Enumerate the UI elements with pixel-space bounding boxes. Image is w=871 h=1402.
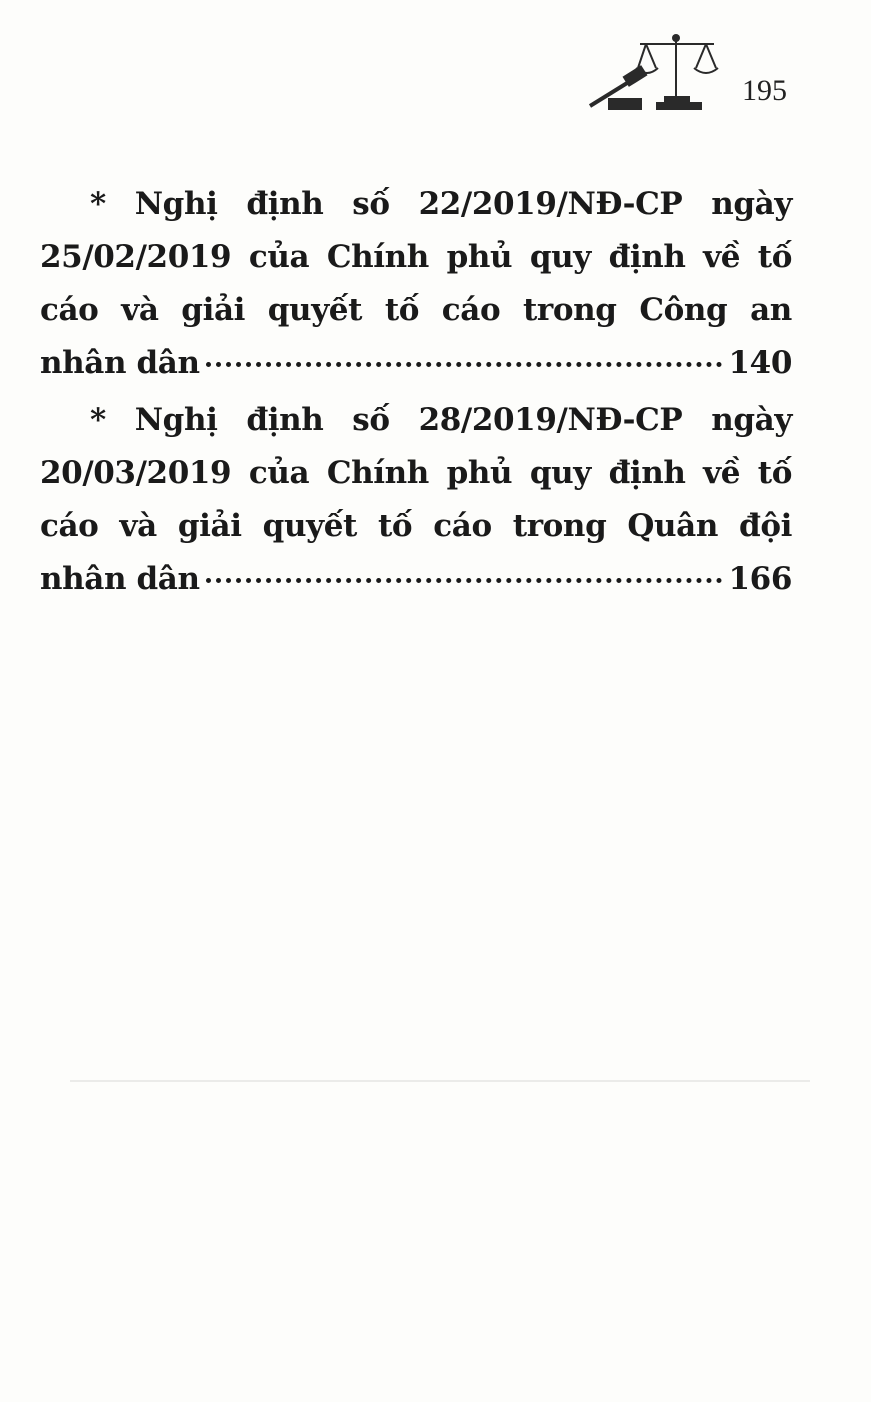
toc-entry-line: * Nghị định số 22/2019/NĐ-CP ngày <box>90 186 792 222</box>
toc-entry-line: * Nghị định số 28/2019/NĐ-CP ngày <box>90 402 792 438</box>
toc-entry-line: cáo và giải quyết tố cáo trong Công an <box>40 292 792 328</box>
toc-entry-last-line <box>40 337 792 390</box>
scales-of-justice-icon <box>586 30 720 112</box>
page-number: 195 <box>742 74 787 107</box>
table-of-contents <box>40 178 792 610</box>
toc-page-number: 140 <box>728 345 792 381</box>
dot-leader <box>206 578 723 583</box>
toc-entry <box>40 178 792 390</box>
toc-entry-line: 25/02/2019 của Chính phủ quy định về tố <box>40 239 792 275</box>
toc-entry <box>40 394 792 606</box>
toc-entry-last-line <box>40 553 792 606</box>
toc-entry-label: nhân dân <box>40 561 200 597</box>
toc-entry-line: 20/03/2019 của Chính phủ quy định về tố <box>40 455 792 491</box>
dot-leader <box>206 362 723 367</box>
toc-page-number: 166 <box>728 561 792 597</box>
toc-entry-line: cáo và giải quyết tố cáo trong Quân đội <box>40 508 792 544</box>
toc-entry-label: nhân dân <box>40 345 200 381</box>
